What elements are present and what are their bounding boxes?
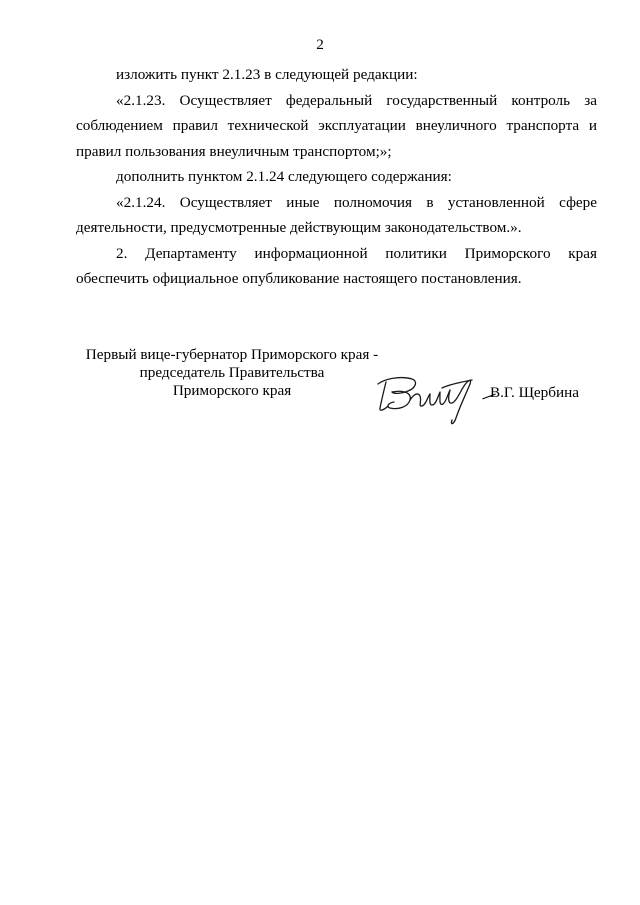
signatory-title-line-1: Первый вице-губернатор Приморского края - bbox=[85, 346, 379, 363]
paragraph-add-2-1-24: дополнить пунктом 2.1.24 следующего содержания: bbox=[116, 168, 452, 185]
paragraph-2-1-24-text: «2.1.24. Осуществляет иные полномочия в установленной сфере деятельности, предусмотренные действующим законодательством.». bbox=[76, 193, 597, 236]
document-body bbox=[76, 62, 597, 292]
signatory-title-line-2: председатель Правительства bbox=[139, 364, 325, 381]
signatory-title bbox=[82, 346, 382, 400]
handwritten-signature bbox=[372, 370, 477, 428]
page-number: 2 bbox=[316, 36, 324, 53]
signatory-title-line-3: Приморского края bbox=[172, 382, 292, 399]
paragraph-2-1-23-text: «2.1.23. Осуществляет федеральный государственный контроль за соблюдением правил технической эксплуатации внеуличного транспорта и правил пользования внеуличным транспортом;»; bbox=[76, 91, 597, 160]
signatory-name: В.Г. Щербина bbox=[490, 384, 579, 401]
paragraph-item-2: 2. Департаменту информационной политики Приморского края обеспечить официальное опубликование настоящего постановления. bbox=[76, 244, 597, 287]
signature-block bbox=[0, 342, 640, 442]
paragraph-amend-2-1-23: изложить пункт 2.1.23 в следующей редакции: bbox=[116, 66, 418, 83]
